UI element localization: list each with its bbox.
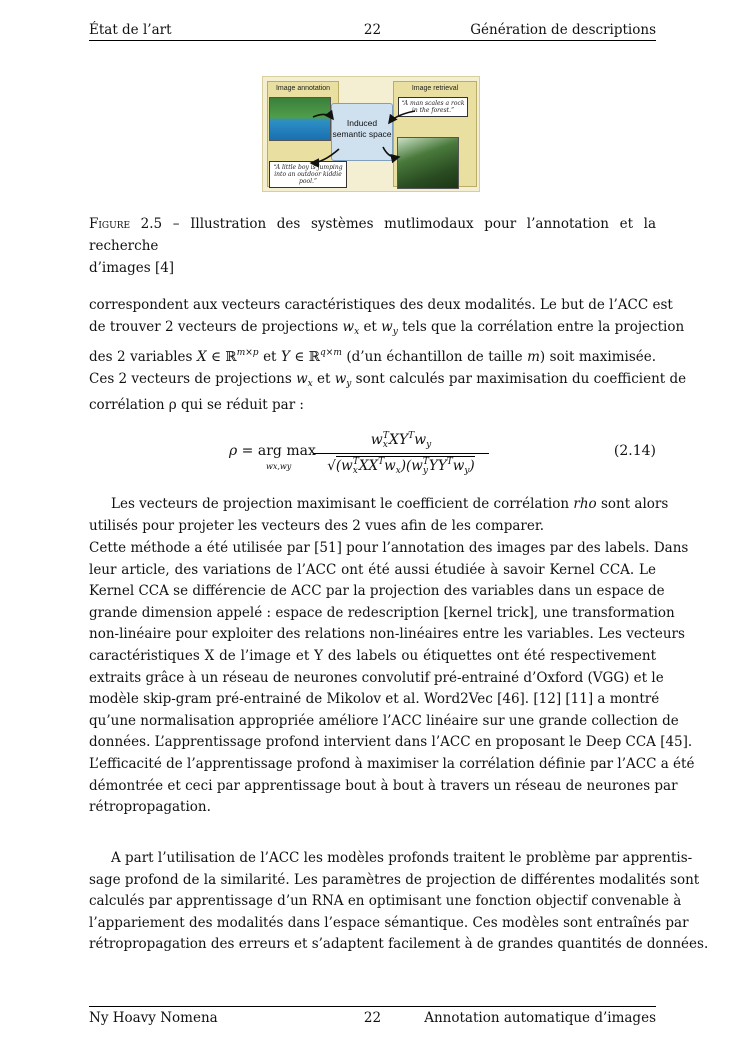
para3-line: L’efficacité de l’apprentissage profond à maximiser la corrélation définie par l’ACC a été [89,755,695,772]
para3-line: Kernel CCA se différencie de ACC par la projection des variables dans un espace de [89,583,665,600]
paragraph-projection [89,494,669,537]
page-header [89,22,656,41]
para1-line4: Ces 2 vecteurs de projections $w_x$ et $w_y$ sont calculés par maximisation du coefficient de [89,370,687,389]
equation-fraction [313,431,489,476]
annotation-panel-label: Image annotation [275,85,331,92]
para3-line: modèle skip-gram pré-entrainé de Mikolov et al. Word2Vec [46]. [12] [11] a montré [89,691,660,708]
para3-line: leur article, des variations de l’ACC ont été aussi étudiée à savoir Kernel CCA. Le [89,561,656,578]
equation-numerator: $w_x^TXY^Tw_y$ [313,431,489,454]
para1-line1: correspondent aux vecteurs caractéristiques des deux modalités. Le but de l’ACC est [89,297,673,313]
para1-line2: de trouver 2 vecteurs de projections $w_x$ et $w_y$ tels que la corrélation entre la projection [89,318,685,337]
para3-line: extraits grâce à un réseau de neurones convolutif pré-entrainé d’Oxford (VGG) et le [89,669,664,686]
para3-line: Cette méthode a été utilisée par [51] pour l’annotation des images par des labels. Dans [89,540,689,556]
para2-line2: utilisés pour projeter les vecteurs des 2 vues afin de les comparer. [89,517,545,534]
figure-multimodal [262,76,480,192]
figure-caption-line2: d’images [4] [89,260,175,276]
equation-body [229,425,509,485]
para2-line1: Les vecteurs de projection maximisant le coefficient de corrélation rho sont alors [111,496,669,512]
para4-line: rétropropagation des erreurs et s’adaptent facilement à de grandes quantités de données. [89,936,709,953]
retrieval-caption: “A man scales a rock in the forest.” [398,97,468,117]
header-page-number: 22 [363,22,382,38]
footer-author: Ny Hoavy Nomena [89,1010,218,1026]
paragraph-kernel-cca [89,538,695,819]
para3-line: démontrée et ceci par apprentissage bout à bout à travers un réseau de neurones par [89,777,678,794]
equation-2-14 [89,425,656,485]
arrows-graphic [263,77,479,191]
annotation-caption: “A little boy is jumping into an outdoor kiddie pool.” [269,161,347,188]
semantic-space-box: Induced semantic space [331,103,393,161]
equation-denominator: $√(w_x^TXX^Tw_x)(w_y^TYY^Tw_y)$ [327,457,475,476]
para1-line3: des 2 variables X ∈ ℝ$^{m\times p}$ et Y ∈ ℝ$^{q\times m}$ (d’un échantillon de taille m) soit maximisée. [89,348,657,366]
footer-title: Annotation automatique d’images [424,1010,656,1026]
retrieval-panel-label: Image retrieval [411,85,459,92]
footer-page-number: 22 [363,1010,382,1026]
header-section: Génération de descriptions [470,22,656,38]
equation-argmax-sub: wx,wy [266,462,292,471]
para3-line: non-linéaire pour exploiter des relations non-linéaires entre les variables. Les vecteurs [89,626,685,643]
paragraph-acc [89,295,687,417]
para3-line: qu’une normalisation appropriée améliore l’ACC linéaire sur une grande collection de [89,712,679,729]
para4-line: A part l’utilisation de l’ACC les modèles profonds traitent le problème par apprentis- [111,850,693,866]
para4-line: calculés par apprentissage d’un RNA en optimisant une fonction objectif convenable à [89,893,682,910]
para3-line: caractéristiques X de l’image et Y des labels ou étiquettes ont été respectivement [89,647,656,664]
figure-caption-line1: – Illustration des systèmes mutlimodaux pour l’annotation et la recherche [89,216,656,254]
para3-line: rétropropagation. [89,799,211,816]
equation-number: (2.14) [613,443,656,459]
figure-caption [89,213,656,279]
para3-line: grande dimension appelé : espace de redescription [kernel trick], une transformation [89,604,675,621]
para3-line: données. L’apprentissage profond intervient dans l’ACC en proposant le Deep CCA [45]. [89,734,693,751]
para4-line: l’appariement des modalités dans l’espace sémantique. Ces modèles sont entraînés par [89,914,689,931]
paragraph-deep-similarity [89,848,709,956]
equation-lhs: ρ = arg max [229,443,316,459]
para1-line5: corrélation ρ qui se réduit par : [89,397,304,414]
para4-line: sage profond de la similarité. Les paramètres de projection de différentes modalités sont [89,871,700,888]
page-footer [89,1006,656,1029]
figure-label: Figure 2.5 [89,216,163,232]
header-chapter: État de l’art [89,22,172,38]
